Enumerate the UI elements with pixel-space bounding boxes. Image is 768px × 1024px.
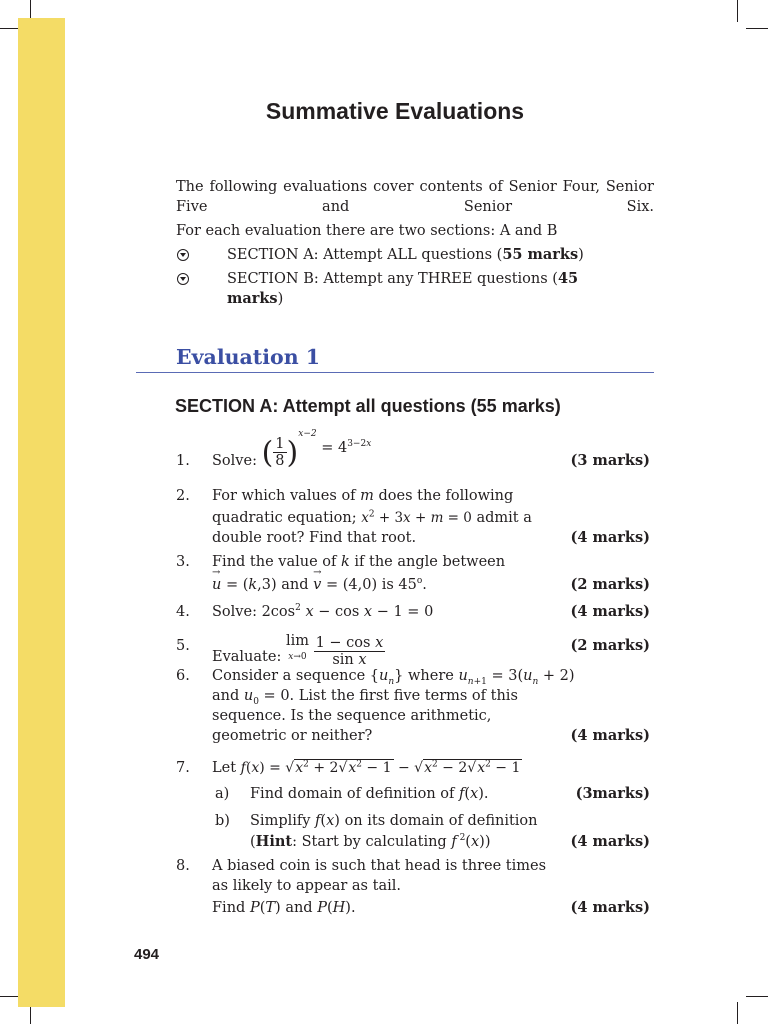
question-number: 5. [176, 638, 190, 654]
q7-text: Let [212, 760, 237, 776]
bullet-marks: 45 marks [227, 270, 579, 307]
q2-text: quadratic equation; [212, 510, 357, 526]
q3-text: is [381, 577, 394, 593]
hint-text: : Start by calculating [292, 834, 447, 850]
question-marks: (2 marks) [570, 576, 650, 593]
question-8-line3: Find P(T) and P(H). [212, 900, 356, 916]
hint-paren: ( [250, 834, 256, 850]
question-1-text [212, 428, 372, 471]
question-6-line4: geometric or neither? [212, 728, 373, 744]
q7a-text: Find domain of definition of [250, 786, 455, 802]
bullet-section-b [227, 269, 617, 309]
evaluation-heading: Evaluation 1 [176, 345, 321, 369]
question-6-line1: Consider a sequence $\{u_n\}$ where $u_{n+1} = 3(u_n + 2)$ [212, 668, 575, 687]
q6-text: where [408, 668, 454, 684]
q3-text: Find the value of [212, 554, 337, 570]
question-marks: (4 marks) [570, 529, 650, 546]
heading-rule [136, 372, 654, 373]
section-heading: SECTION A: Attempt all questions (55 marks) [175, 396, 561, 416]
sub-label-b: b) [215, 813, 230, 829]
question-marks: (2 marks) [570, 637, 650, 654]
q3-text: if the angle between [354, 554, 506, 570]
q3-text: and [281, 577, 309, 593]
bullet-text: SECTION B: Attempt any THREE questions ( [227, 271, 558, 287]
page-number: 494 [134, 946, 160, 963]
question-8-line2: as likely to appear as tail. [212, 878, 401, 894]
question-3-line2: → u = (k,3) and → v = (4,0) is 45$^o$. [212, 575, 427, 595]
hint-label: Hint [255, 833, 293, 850]
question-number: 4. [176, 604, 190, 620]
intro-paragraph: The following evaluations cover contents of Senior Four, Senior Five and Senior Six. [176, 179, 654, 215]
side-color-band [18, 18, 65, 1007]
page-title: Summative Evaluations [265, 98, 525, 124]
q8-text: and [285, 900, 313, 916]
question-7a-text: Find domain of definition of f(x). [250, 786, 489, 802]
question-4-text: Solve: $2\cos^2$ x − cos x − 1 = 0 [212, 603, 434, 620]
q6-text: Consider a sequence [212, 668, 366, 684]
q7b-text: on its domain of definition [344, 813, 538, 829]
q6-text: and [212, 688, 240, 704]
question-5-text: Evaluate: lim x→0 $\frac{\text{1 − cos x}}{\text{sin x}}$ [212, 633, 384, 668]
question-marks: (4 marks) [570, 727, 650, 744]
bullet-text: SECTION A: Attempt ALL questions ( [227, 247, 503, 263]
q1-prefix: Solve: [212, 453, 257, 469]
question-7b-line1: Simplify f(x) on its domain of definition [250, 813, 538, 829]
bullet-section-a [227, 245, 617, 265]
question-marks: (4 marks) [570, 833, 650, 850]
question-marks: (4 marks) [570, 603, 650, 620]
question-6-line3: sequence. Is the sequence arithmetic, [212, 708, 492, 724]
q4-text: Solve: [212, 604, 257, 620]
q6-text: . List the first five terms of this [289, 688, 518, 704]
bullet-close: ) [277, 291, 284, 307]
question-2-line2: quadratic equation; $x^2 + 3x + m = 0$ admit a [212, 509, 532, 526]
question-2-line3: double root? Find that root. [212, 530, 417, 546]
q7b-text: Simplify [250, 813, 311, 829]
question-7b-hint: (Hint: Start by calculating f $^2$(x)) [250, 833, 491, 850]
question-8-line1: A biased coin is such that head is three times [212, 858, 547, 874]
question-number: 2. [176, 488, 190, 504]
q1-formula: ( $\frac{1}{8}$ )$^{x-2} = 4^{3-2x}$ [261, 428, 372, 471]
down-arrow-circle-icon [177, 249, 189, 261]
question-marks: (4 marks) [570, 899, 650, 916]
question-2-line1: For which values of m does the following [212, 488, 514, 504]
crop-mark [746, 28, 768, 29]
q2-text: does the following [378, 488, 514, 504]
question-marks: (3marks) [575, 785, 650, 802]
question-number: 7. [176, 760, 190, 776]
question-7-text: Let $f(x) = √x^2 + 2√x^2 - 1 - √x^2 - 2√x^2 - 1$ [212, 759, 521, 776]
sub-label-a: a) [215, 786, 230, 802]
q2-text: admit a [476, 510, 532, 526]
question-number: 3. [176, 554, 190, 570]
bullet-close: ) [578, 247, 584, 263]
q2-text: For which values of [212, 488, 356, 504]
crop-mark [737, 1002, 738, 1024]
down-arrow-circle-icon [177, 273, 189, 285]
question-6-line2: and $u_0 = 0$. List the first five terms of this [212, 688, 518, 707]
sections-line: For each evaluation there are two sections: A and B [176, 223, 558, 239]
question-3-line1: Find the value of k if the angle between [212, 554, 506, 570]
question-marks: (3 marks) [570, 452, 650, 469]
question-number: 8. [176, 858, 190, 874]
q8-text: Find [212, 900, 246, 916]
q5-text: Evaluate: [212, 649, 282, 665]
bullet-marks: 55 marks [502, 246, 579, 263]
crop-mark [737, 0, 738, 22]
question-number: 6. [176, 668, 190, 684]
question-number: 1. [176, 453, 190, 469]
crop-mark [746, 996, 768, 997]
